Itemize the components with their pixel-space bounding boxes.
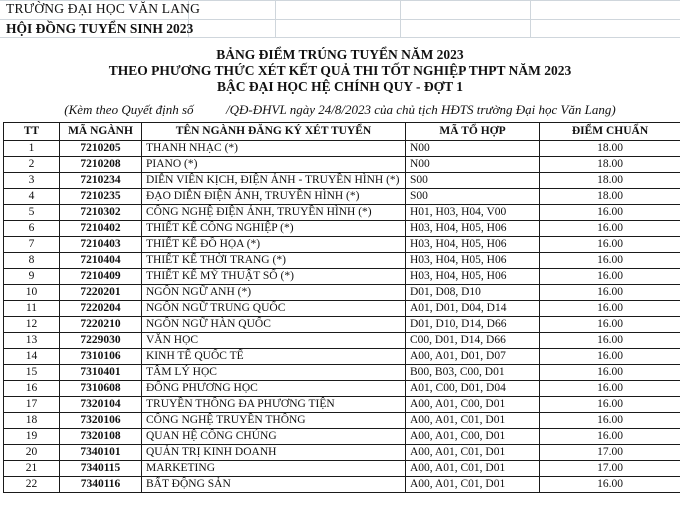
subject-combination: H03, H04, H05, H06 (406, 237, 540, 253)
page-title: BẢNG ĐIỂM TRÚNG TUYỂN NĂM 2023 (216, 47, 464, 62)
cutoff-score: 16.00 (540, 253, 680, 269)
table-row (4, 253, 680, 269)
table-row (4, 365, 680, 381)
major-name: ĐÔNG PHƯƠNG HỌC (142, 381, 406, 397)
cutoff-score: 16.00 (540, 221, 680, 237)
major-code: 7220201 (60, 285, 142, 301)
table-row (4, 477, 680, 493)
row-number: 16 (4, 381, 60, 397)
cutoff-score: 17.00 (540, 445, 680, 461)
table-row (4, 157, 680, 173)
cutoff-score: 16.00 (540, 413, 680, 429)
table-row (4, 189, 680, 205)
subject-combination: A00, A01, C01, D01 (406, 413, 540, 429)
cutoff-score: 16.00 (540, 237, 680, 253)
column-header-name: TÊN NGÀNH ĐĂNG KÝ XÉT TUYỂN (142, 123, 406, 141)
decision-note: (Kèm theo Quyết định số /QĐ-ĐHVL ngày 24/8/2023 của chủ tịch HĐTS trường Đại học Văn Lang) (64, 102, 616, 117)
admission-scores-table (3, 122, 680, 493)
subject-combination: S00 (406, 189, 540, 205)
council-name: HỘI ĐỒNG TUYỂN SINH 2023 (6, 21, 194, 36)
cutoff-score: 18.00 (540, 141, 680, 157)
subject-combination: A00, A01, C01, D01 (406, 477, 540, 493)
table-row (4, 205, 680, 221)
cutoff-score: 16.00 (540, 477, 680, 493)
table-row (4, 429, 680, 445)
column-header-tt: TT (4, 123, 60, 141)
subject-combination: H03, H04, H05, H06 (406, 221, 540, 237)
table-row (4, 141, 680, 157)
major-code: 7210409 (60, 269, 142, 285)
cutoff-score: 16.00 (540, 205, 680, 221)
major-name: ĐẠO DIỄN ĐIỆN ẢNH, TRUYỀN HÌNH (*) (142, 189, 406, 205)
major-name: VĂN HỌC (142, 333, 406, 349)
major-code: 7210404 (60, 253, 142, 269)
major-name: PIANO (*) (142, 157, 406, 173)
major-code: 7340116 (60, 477, 142, 493)
table-row (4, 221, 680, 237)
row-number: 4 (4, 189, 60, 205)
major-code: 7310608 (60, 381, 142, 397)
row-number: 8 (4, 253, 60, 269)
subject-combination: B00, B03, C00, D01 (406, 365, 540, 381)
cutoff-score: 16.00 (540, 365, 680, 381)
row-number: 17 (4, 397, 60, 413)
table-row (4, 381, 680, 397)
subject-combination: A00, A01, C01, D01 (406, 445, 540, 461)
major-code: 7210205 (60, 141, 142, 157)
major-name: NGÔN NGỮ HÀN QUỐC (142, 317, 406, 333)
cutoff-score: 16.00 (540, 333, 680, 349)
subject-combination: C00, D01, D14, D66 (406, 333, 540, 349)
row-number: 3 (4, 173, 60, 189)
subtitle-method: THEO PHƯƠNG THỨC XÉT KẾT QUẢ THI TỐT NGHIỆP THPT NĂM 2023 (108, 63, 572, 78)
cutoff-score: 16.00 (540, 269, 680, 285)
major-code: 7340101 (60, 445, 142, 461)
major-code: 7210208 (60, 157, 142, 173)
subject-combination: H01, H03, H04, V00 (406, 205, 540, 221)
subject-combination: D01, D08, D10 (406, 285, 540, 301)
major-name: THIẾT KẾ CÔNG NGHIỆP (*) (142, 221, 406, 237)
major-name: CÔNG NGHỆ TRUYỀN THÔNG (142, 413, 406, 429)
cutoff-score: 16.00 (540, 317, 680, 333)
table-row (4, 317, 680, 333)
cutoff-score: 16.00 (540, 349, 680, 365)
cutoff-score: 16.00 (540, 285, 680, 301)
subtitle-level: BẬC ĐẠI HỌC HỆ CHÍNH QUY - ĐỢT 1 (216, 79, 464, 94)
major-name: NGÔN NGỮ ANH (*) (142, 285, 406, 301)
table-row (4, 237, 680, 253)
row-number: 7 (4, 237, 60, 253)
major-code: 7210302 (60, 205, 142, 221)
major-name: THANH NHẠC (*) (142, 141, 406, 157)
cutoff-score: 16.00 (540, 397, 680, 413)
table-row (4, 333, 680, 349)
table-row (4, 445, 680, 461)
table-row (4, 461, 680, 477)
major-code: 7320104 (60, 397, 142, 413)
major-code: 7229030 (60, 333, 142, 349)
major-name: KINH TẾ QUỐC TẾ (142, 349, 406, 365)
subject-combination: S00 (406, 173, 540, 189)
major-name: QUẢN TRỊ KINH DOANH (142, 445, 406, 461)
major-name: DIỄN VIÊN KỊCH, ĐIỆN ẢNH - TRUYỀN HÌNH (*) (142, 173, 406, 189)
row-number: 19 (4, 429, 60, 445)
major-name: THIẾT KẾ ĐỒ HỌA (*) (142, 237, 406, 253)
row-number: 2 (4, 157, 60, 173)
cutoff-score: 16.00 (540, 381, 680, 397)
major-code: 7220204 (60, 301, 142, 317)
row-number: 9 (4, 269, 60, 285)
column-header-combo: MÃ TỔ HỢP (406, 123, 540, 141)
school-name: TRƯỜNG ĐẠI HỌC VĂN LANG (6, 1, 201, 16)
cutoff-score: 16.00 (540, 429, 680, 445)
row-number: 1 (4, 141, 60, 157)
column-header-code: MÃ NGÀNH (60, 123, 142, 141)
major-code: 7320108 (60, 429, 142, 445)
column-header-score: ĐIỂM CHUẨN (540, 123, 680, 141)
subject-combination: H03, H04, H05, H06 (406, 253, 540, 269)
row-number: 15 (4, 365, 60, 381)
table-row (4, 413, 680, 429)
row-number: 22 (4, 477, 60, 493)
major-code: 7210402 (60, 221, 142, 237)
major-code: 7340115 (60, 461, 142, 477)
cutoff-score: 18.00 (540, 173, 680, 189)
major-code: 7210234 (60, 173, 142, 189)
subject-combination: N00 (406, 141, 540, 157)
major-name: BẤT ĐỘNG SẢN (142, 477, 406, 493)
major-name: QUAN HỆ CÔNG CHÚNG (142, 429, 406, 445)
table-row (4, 349, 680, 365)
major-code: 7220210 (60, 317, 142, 333)
subject-combination: N00 (406, 157, 540, 173)
major-name: TÂM LÝ HỌC (142, 365, 406, 381)
subject-combination: D01, D10, D14, D66 (406, 317, 540, 333)
subject-combination: A00, A01, D01, D07 (406, 349, 540, 365)
row-number: 6 (4, 221, 60, 237)
subject-combination: H03, H04, H05, H06 (406, 269, 540, 285)
table-row (4, 173, 680, 189)
row-number: 12 (4, 317, 60, 333)
subject-combination: A00, A01, C00, D01 (406, 397, 540, 413)
major-code: 7210403 (60, 237, 142, 253)
major-name: THIẾT KẾ MỸ THUẬT SỐ (*) (142, 269, 406, 285)
row-number: 11 (4, 301, 60, 317)
major-code: 7310401 (60, 365, 142, 381)
table-header-row (4, 123, 680, 141)
major-code: 7210235 (60, 189, 142, 205)
major-name: THIẾT KẾ THỜI TRANG (*) (142, 253, 406, 269)
table-row (4, 397, 680, 413)
row-number: 5 (4, 205, 60, 221)
cutoff-score: 17.00 (540, 461, 680, 477)
row-number: 18 (4, 413, 60, 429)
cutoff-score: 16.00 (540, 301, 680, 317)
major-name: CÔNG NGHỆ ĐIỆN ẢNH, TRUYỀN HÌNH (*) (142, 205, 406, 221)
major-code: 7320106 (60, 413, 142, 429)
major-name: NGÔN NGỮ TRUNG QUỐC (142, 301, 406, 317)
subject-combination: A01, D01, D04, D14 (406, 301, 540, 317)
row-number: 20 (4, 445, 60, 461)
table-row (4, 285, 680, 301)
row-number: 21 (4, 461, 60, 477)
table-row (4, 301, 680, 317)
row-number: 14 (4, 349, 60, 365)
subject-combination: A00, A01, C00, D01 (406, 429, 540, 445)
subject-combination: A01, C00, D01, D04 (406, 381, 540, 397)
row-number: 13 (4, 333, 60, 349)
major-name: TRUYỀN THÔNG ĐA PHƯƠNG TIỆN (142, 397, 406, 413)
row-number: 10 (4, 285, 60, 301)
cutoff-score: 18.00 (540, 157, 680, 173)
major-code: 7310106 (60, 349, 142, 365)
major-name: MARKETING (142, 461, 406, 477)
subject-combination: A00, A01, C01, D01 (406, 461, 540, 477)
table-row (4, 269, 680, 285)
cutoff-score: 18.00 (540, 189, 680, 205)
